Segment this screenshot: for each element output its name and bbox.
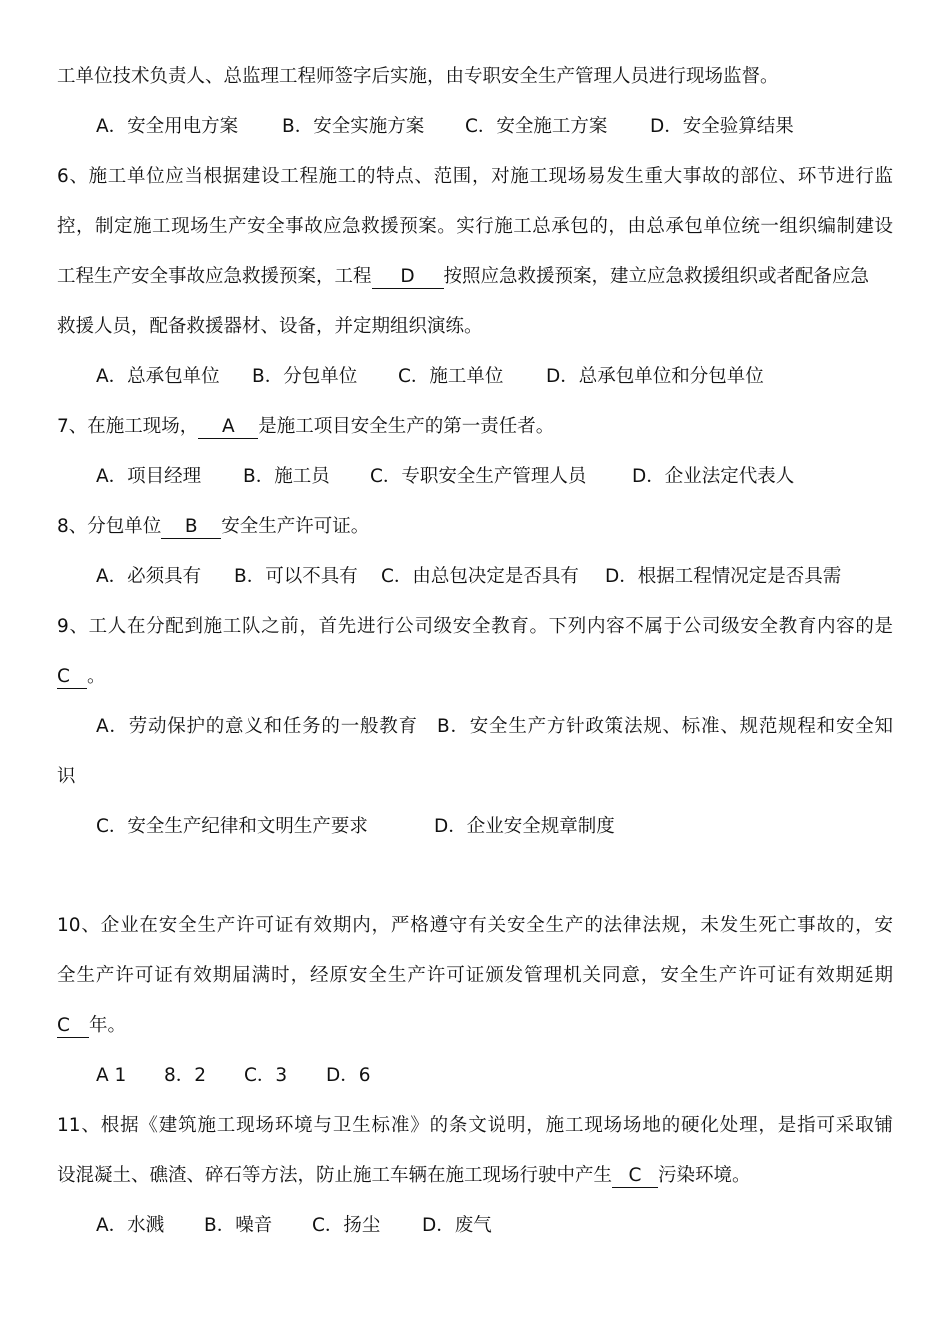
q9-stem-end: 。 bbox=[87, 666, 106, 687]
q6-stem-line-4: 救援人员，配备救援器材、设备，并定期组织演练。 bbox=[57, 316, 483, 337]
q11-option-a: A．水溅 bbox=[96, 1215, 165, 1236]
q11-text-after-blank: 污染环境。 bbox=[658, 1165, 751, 1186]
q6-option-c: C．施工单位 bbox=[398, 366, 504, 387]
q9-options-line-1: A．劳动保护的意义和任务的一般教育 B．安全生产方针政策法规、标准、规范规程和安全知 bbox=[96, 716, 893, 737]
q7-text-before-blank: 7、在施工现场， bbox=[57, 416, 199, 437]
q10-options bbox=[96, 1063, 932, 1089]
q11-answer-blank: C bbox=[612, 1165, 658, 1188]
q9-stem-line-1: 9、工人在分配到施工队之前，首先进行公司级安全教育。下列内容不属于公司级安全教育内容的是 bbox=[57, 616, 893, 637]
q7-text-after-blank: 是施工项目安全生产的第一责任者。 bbox=[258, 416, 555, 437]
q11-option-c: C．扬尘 bbox=[312, 1215, 381, 1236]
q7-option-c: C．专职安全生产管理人员 bbox=[370, 466, 587, 487]
q11-text-before-blank: 设混凝土、礁渣、碎石等方法，防止施工车辆在施工现场行驶中产生 bbox=[57, 1165, 613, 1186]
q10-option-b: 8．2 bbox=[164, 1065, 207, 1086]
q9-option-c: C．安全生产纪律和文明生产要求 bbox=[96, 816, 368, 837]
q8-option-c: C．由总包决定是否具有 bbox=[381, 566, 579, 587]
q10-option-a: A 1 bbox=[96, 1065, 127, 1086]
q7-stem bbox=[57, 414, 893, 440]
q6-options bbox=[96, 364, 932, 390]
q10-stem-end: 年。 bbox=[89, 1015, 127, 1036]
q6-stem-line-1: 6、施工单位应当根据建设工程施工的特点、范围，对施工现场易发生重大事故的部位、环节进行监 bbox=[57, 166, 893, 187]
q5-option-b: B．安全实施方案 bbox=[282, 116, 425, 137]
q9-options-cd bbox=[96, 814, 932, 840]
q8-option-d: D．根据工程情况定是否具需 bbox=[605, 566, 842, 587]
q6-text-after-blank: 按照应急救援预案，建立应急救援组织或者配备应急 bbox=[443, 266, 870, 287]
q11-stem-line-2 bbox=[57, 1163, 893, 1189]
q5-option-a: A．安全用电方案 bbox=[96, 116, 239, 137]
q8-stem bbox=[57, 514, 893, 540]
q7-options bbox=[96, 464, 932, 490]
q8-answer-blank: B bbox=[161, 516, 221, 539]
q8-options bbox=[96, 564, 932, 590]
q10-stem-line-1: 10、企业在安全生产许可证有效期内，严格遵守有关安全生产的法律法规，未发生死亡事故的，安 bbox=[57, 915, 893, 936]
q10-option-c: C．3 bbox=[244, 1065, 288, 1086]
q8-text-after-blank: 安全生产许可证。 bbox=[221, 516, 370, 537]
q9-stem-line-2 bbox=[57, 664, 893, 690]
q10-option-d: D．6 bbox=[326, 1065, 371, 1086]
q5-option-c: C．安全施工方案 bbox=[465, 116, 608, 137]
q11-options bbox=[96, 1213, 932, 1239]
q11-option-d: D．废气 bbox=[422, 1215, 492, 1236]
q8-text-before-blank: 8、分包单位 bbox=[57, 516, 162, 537]
q9-options-line-2: 识 bbox=[57, 766, 76, 787]
q10-stem-line-2: 全生产许可证有效期届满时，经原安全生产许可证颁发管理机关同意，安全生产许可证有效期延期 bbox=[57, 965, 893, 986]
q6-text-before-blank: 工程生产安全事故应急救援预案，工程 bbox=[57, 266, 372, 287]
q6-option-a: A．总承包单位 bbox=[96, 366, 220, 387]
q6-option-b: B．分包单位 bbox=[252, 366, 358, 387]
q6-answer-blank: D bbox=[372, 266, 444, 289]
q5-options bbox=[96, 114, 932, 140]
q6-option-d: D．总承包单位和分包单位 bbox=[546, 366, 764, 387]
q6-stem-line-2: 控，制定施工现场生产安全事故应急救援预案。实行施工总承包的，由总承包单位统一组织编制建设 bbox=[57, 216, 893, 237]
q10-answer-blank: C bbox=[57, 1015, 89, 1038]
q11-stem-line-1: 11、根据《建筑施工现场环境与卫生标准》的条文说明，施工现场场地的硬化处理，是指可采取铺 bbox=[57, 1115, 893, 1136]
q7-option-a: A．项目经理 bbox=[96, 466, 202, 487]
q6-stem-line-3 bbox=[57, 264, 893, 290]
q8-option-b: B．可以不具有 bbox=[234, 566, 358, 587]
q11-option-b: B．噪音 bbox=[204, 1215, 273, 1236]
q8-option-a: A．必须具有 bbox=[96, 566, 202, 587]
q7-option-b: B．施工员 bbox=[243, 466, 330, 487]
q9-option-d: D．企业安全规章制度 bbox=[434, 816, 615, 837]
q7-answer-blank: A bbox=[198, 416, 258, 439]
q5-option-d: D．安全验算结果 bbox=[650, 116, 794, 137]
q5-stem-tail: 工单位技术负责人、总监理工程师签字后实施，由专职安全生产管理人员进行现场监督。 bbox=[57, 66, 779, 87]
q10-stem-line-3 bbox=[57, 1013, 893, 1039]
q9-answer-blank: C bbox=[57, 666, 87, 689]
q7-option-d: D．企业法定代表人 bbox=[632, 466, 795, 487]
